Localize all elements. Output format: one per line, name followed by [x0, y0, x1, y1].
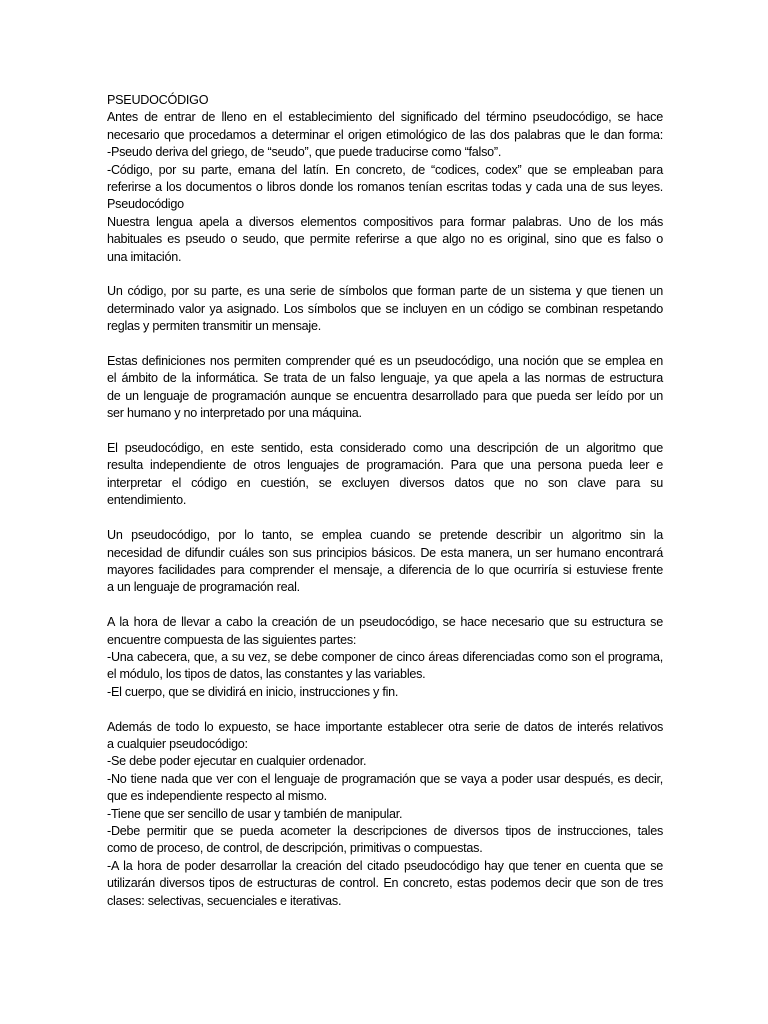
text-line: Pseudocódigo: [107, 197, 184, 212]
text-line: mayores facilidades para comprender el mensaje, a diferencia de lo que ocurriría si estuviese frente: [107, 562, 663, 577]
text-line: entendimiento.: [107, 493, 187, 508]
text-line: El pseudocódigo, en este sentido, esta considerado como una descripción de un algoritmo que: [107, 441, 663, 456]
text-line: reglas y permiten transmitir un mensaje.: [107, 319, 321, 334]
paragraph-gap: [107, 597, 663, 614]
paragraph-tanto: [107, 527, 663, 597]
text-line: -Código, por su parte, emana del latín. En concreto, de “codices, codex” que se empleaban para: [107, 162, 663, 177]
text-line: -Debe permitir que se pueda acometer la descripciones de diversos tipos de instrucciones, tales: [107, 823, 663, 838]
text-line: a un lenguaje de programación real.: [107, 580, 300, 595]
text-line: Un código, por su parte, es una serie de símbolos que forman parte de un sistema y que tienen un: [107, 284, 663, 299]
paragraph-gap: [107, 266, 663, 283]
document-page: [107, 92, 663, 910]
paragraph-partes: [107, 614, 663, 701]
text-line: Nuestra lengua apela a diversos elementos compositivos para formar palabras. Uno de los más: [107, 214, 663, 229]
text-line: -Una cabecera, que, a su vez, se debe componer de cinco áreas diferenciadas como son el programa,: [107, 649, 663, 664]
text-line: Antes de entrar de lleno en el establecimiento del significado del término pseudocódigo, se hace: [107, 110, 663, 125]
text-line: el módulo, los tipos de datos, las constantes y las variables.: [107, 667, 426, 682]
text-line: necesidad de difundir cuáles son sus principios básicos. De esta manera, un ser humano encontrará: [107, 545, 663, 560]
document-title: PSEUDOCÓDIGO: [107, 93, 209, 107]
text-line: ser humano y no interpretado por una máquina.: [107, 406, 362, 421]
text-line: -A la hora de poder desarrollar la creación del citado pseudocódigo hay que tener en cuenta que se: [107, 858, 663, 873]
text-line: el ámbito de la informática. Se trata de un falso lenguaje, ya que apela a las normas de estructura: [107, 371, 663, 386]
text-line: de un lenguaje de programación aunque se encuentra desarrollado para que pueda ser leído por un: [107, 388, 663, 403]
text-line: que es independiente respecto al mismo.: [107, 789, 327, 804]
text-line: necesario que procedamos a determinar el origen etimológico de las dos palabras que le dan forma:: [107, 127, 663, 142]
text-line: -El cuerpo, que se dividirá en inicio, instrucciones y fin.: [107, 684, 399, 699]
text-line: a cualquier pseudocódigo:: [107, 736, 248, 751]
text-line: A la hora de llevar a cabo la creación de un pseudocódigo, se hace necesario que su estructura se: [107, 615, 663, 630]
text-line: Un pseudocódigo, por lo tanto, se emplea cuando se pretende describir un algoritmo sin la: [107, 528, 663, 543]
text-line: una imitación.: [107, 249, 182, 264]
text-line: -Pseudo deriva del griego, de “seudo”, que puede traducirse como “falso”.: [107, 145, 502, 160]
paragraph-ademas: [107, 719, 663, 910]
text-line: -Tiene que ser sencillo de usar y también de manipular.: [107, 806, 403, 821]
paragraph-gap: [107, 423, 663, 440]
text-line: -Se debe poder ejecutar en cualquier ordenador.: [107, 754, 367, 769]
document-body: [107, 109, 663, 910]
text-line: resulta independiente de otros lenguajes de programación. Para que una persona pueda leer e: [107, 458, 663, 473]
text-line: clases: selectivas, secuenciales e iterativas.: [107, 893, 342, 908]
paragraph-codigo: [107, 283, 663, 335]
paragraph-gap: [107, 701, 663, 718]
text-line: Además de todo lo expuesto, se hace importante establecer otra serie de datos de interés relativos: [107, 719, 663, 734]
text-line: determinado valor ya asignado. Los símbolos que se incluyen en un código se combinan respetando: [107, 301, 663, 316]
paragraph-sentido: [107, 440, 663, 510]
text-line: -No tiene nada que ver con el lenguaje de programación que se vaya a poder usar después, es decir,: [107, 771, 663, 786]
text-line: interpretar el código en cuestión, se excluyen diversos datos que no son clave para su: [107, 475, 663, 490]
text-line: referirse a los documentos o libros donde los romanos tenían escritas todas y cada una de sus leyes.: [107, 180, 663, 195]
text-line: como de proceso, de control, de descripción, primitivas o compuestas.: [107, 841, 483, 856]
paragraph-gap: [107, 336, 663, 353]
text-line: utilizarán diversos tipos de estructuras de control. En concreto, estas podemos decir que son de tres: [107, 876, 663, 891]
text-line: Estas definiciones nos permiten comprender qué es un pseudocódigo, una noción que se emplea en: [107, 354, 663, 369]
paragraph-definiciones: [107, 353, 663, 423]
paragraph-gap: [107, 510, 663, 527]
text-line: habituales es pseudo o seudo, que permite referirse a que algo no es original, sino que es falso o: [107, 232, 663, 247]
text-line: encuentre compuesta de las siguientes partes:: [107, 632, 357, 647]
paragraph-intro: [107, 109, 663, 266]
